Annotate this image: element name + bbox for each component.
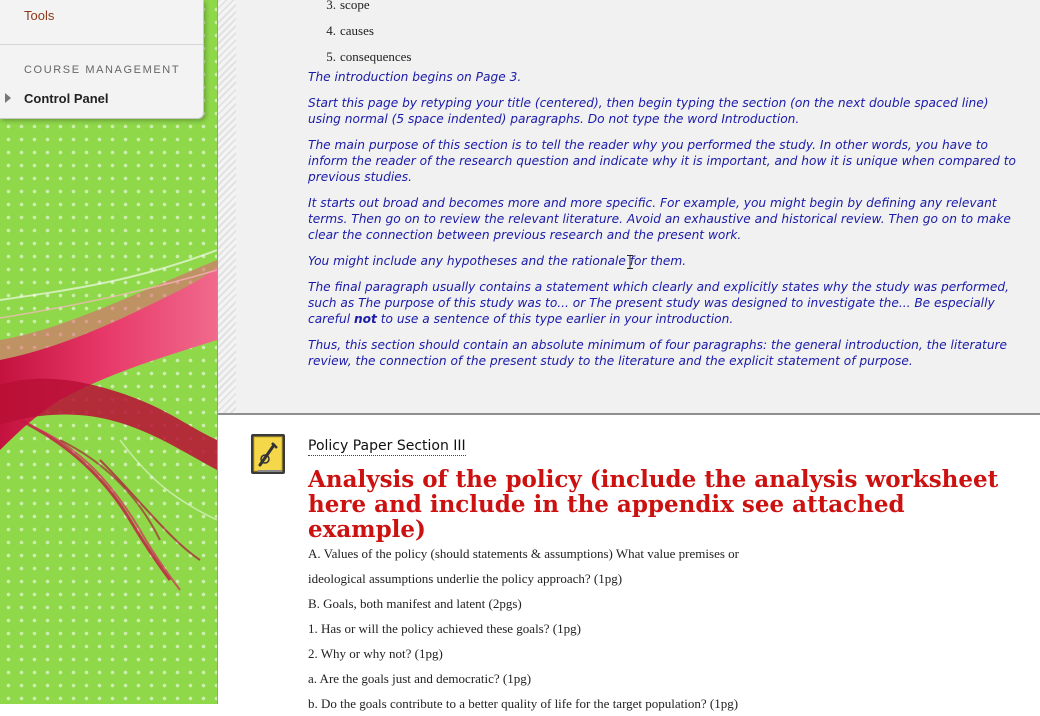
list-text: causes <box>340 23 374 38</box>
nav-divider <box>0 44 203 45</box>
policy-paper-link[interactable]: Policy Paper Section III <box>308 438 466 454</box>
instruction-paragraph: Start this page by retyping your title (centered), then begin typing the section (on the next double spaced line) using normal (5 space indented) paragraphs. Do not type the word Introduction. <box>308 96 989 126</box>
nav-item-control-panel[interactable]: Control Panel <box>24 91 109 106</box>
instruction-paragraph: The main purpose of this section is to tell the reader why you performed the study. In other words, you have to inform the reader of the research question and indicate why it is important, and how it is unique when compared to previous studies. <box>308 138 1017 184</box>
body-line: B. Goals, both manifest and latent (2pgs) <box>308 596 522 611</box>
list-number: 5. <box>326 49 336 64</box>
list-item <box>310 18 411 44</box>
body-line: 1. Has or will the policy achieved these goals? (1pg) <box>308 621 581 636</box>
paragraph-text: The final paragraph usually contains a statement which clearly and explicitly states why the study was performed, such as The purpose of this study was to... or The present study was designed to investigate the... Be especially careful <box>308 280 1009 326</box>
list-item <box>310 44 411 70</box>
paragraph-text: to use a sentence of this type earlier in your introduction. <box>376 312 734 326</box>
list-text: consequences <box>340 49 412 64</box>
list-number: 4. <box>326 23 336 38</box>
content-item-introduction <box>218 0 1040 415</box>
list-number: 3. <box>326 0 336 12</box>
instruction-paragraph: Thus, this section should contain an absolute minimum of four paragraphs: the general introduction, the literature review, the connection of the present study to the literature and the explicit statement of purpose. <box>308 338 1008 368</box>
instruction-paragraph: You might include any hypotheses and the rationale for them. <box>308 254 687 268</box>
item-title: Analysis of the policy (include the analysis worksheet here and include in the appendix see attached example) <box>308 466 999 543</box>
body-line: a. Are the goals just and democratic? (1pg) <box>308 671 532 686</box>
item-hatch-border <box>218 0 236 413</box>
instruction-paragraph: It starts out broad and becomes more and more specific. For example, you might begin by defining any relevant terms. Then go on to review the relevant literature. Avoid an exhaustive and historical review. Then go on to make clear the connection between previous research and the present work. <box>308 196 1011 242</box>
expand-arrow-icon[interactable] <box>5 93 11 103</box>
body-line: ideological assumptions underlie the policy approach? (1pg) <box>308 571 623 586</box>
nav-item-tools[interactable]: Tools <box>24 8 55 23</box>
body-line: 2. Why or why not? (1pg) <box>308 646 443 661</box>
instruction-paragraph: The introduction begins on Page 3. <box>308 70 522 84</box>
body-line: b. Do the goals contribute to a better quality of life for the target population? (1pg) <box>308 696 739 711</box>
item-body <box>308 541 739 716</box>
emphasis-text: not <box>353 312 377 326</box>
list-text: scope <box>340 0 370 12</box>
body-line: A. Values of the policy (should statements & assumptions) What value premises or <box>308 546 739 561</box>
assignment-icon[interactable] <box>250 433 286 477</box>
content-area <box>217 0 1040 711</box>
course-nav-panel <box>0 0 204 119</box>
course-management-heading: COURSE MANAGEMENT <box>24 64 181 76</box>
numbered-list <box>310 0 411 70</box>
text-cursor-icon <box>627 255 633 269</box>
instruction-paragraph <box>308 279 1023 327</box>
list-item <box>310 0 411 18</box>
